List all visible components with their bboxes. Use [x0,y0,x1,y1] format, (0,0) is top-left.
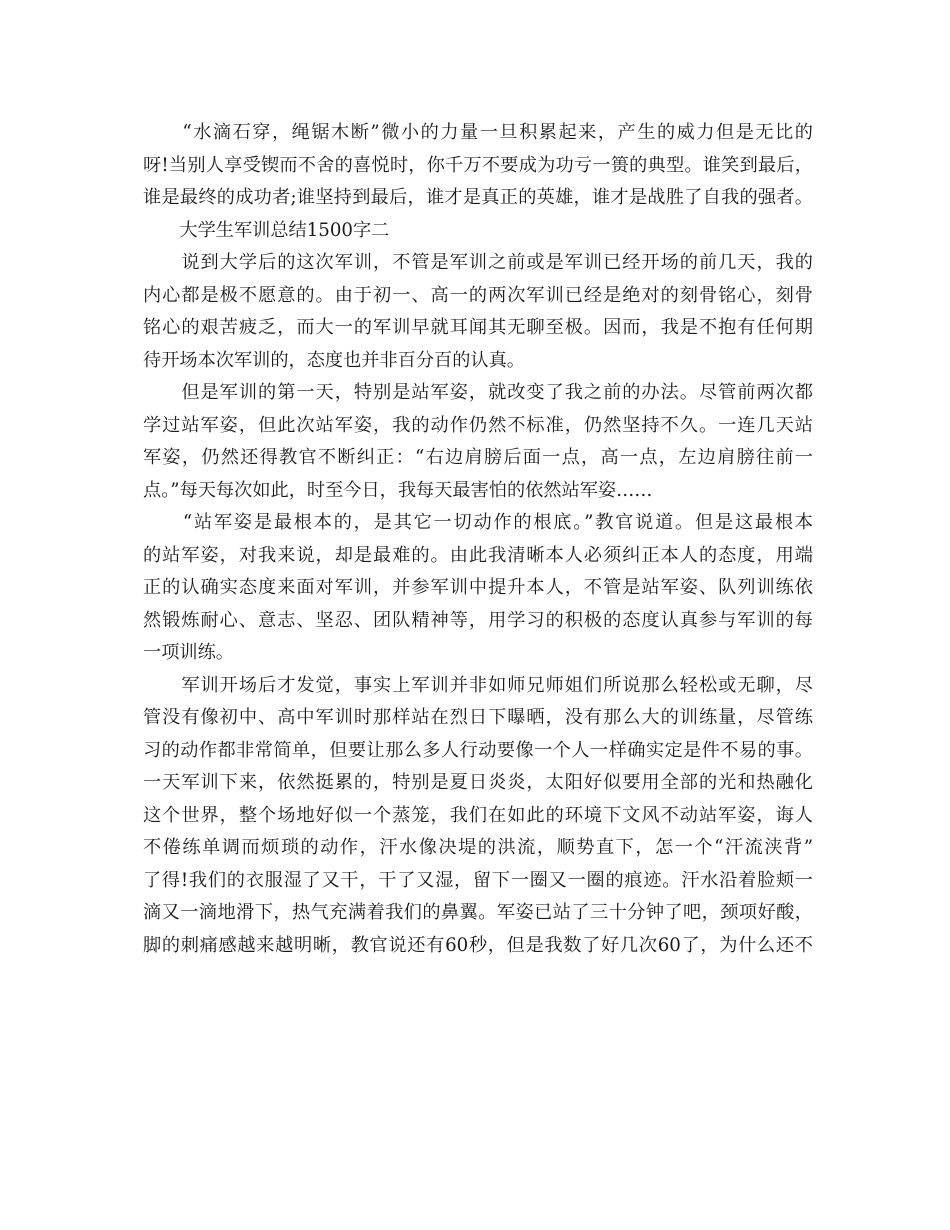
text-line: 铭心的艰苦疲乏，而大一的军训早就耳闻其无聊至极。因而，我是不抱有任何期 [143,317,813,338]
text-line: 内心都是极不愿意的。由于初一、高一的两次军训已经是绝对的刻骨铭心，刻骨 [143,284,813,306]
text-line: 点。”每天每次如此，时至今日，我每天最害怕的依然站军姿…… [143,479,653,501]
text-line: 一天军训下来，依然挺累的，特别是夏日炎炎，太阳好似要用全部的光和热融化 [143,772,813,793]
text-line: 的站军姿，对我来说，却是最难的。由此我清晰本人必须纠正本人的态度，用端 [143,544,813,566]
text-line: 谁是最终的成功者;谁坚持到最后，谁才是真正的英雄，谁才是战胜了自我的强者。 [143,187,813,208]
section-heading [143,215,813,248]
paragraph-water-drop [143,117,813,215]
text-line: 不倦练单调而烦琐的动作，汗水像决堤的洪流，顺势直下，怎一个“汗流浃背” [143,837,813,858]
text-line: 但是军训的第一天，特别是站军姿，就改变了我之前的办法。尽管前两次都 [143,382,813,403]
paragraph-first-day [143,377,813,507]
text-line: “水滴石穿，绳锯木断”微小的力量一旦积累起来，产生的威力但是无比的 [143,122,813,143]
text-line: 脚的刺痛感越来越明晰，教官说还有60秒，但是我数了好几次60了，为什么还不 [143,934,813,956]
text-line: 正的认确实态度来面对军训，并参军训中提升本人，不管是站军姿、队列训练依 [143,577,813,598]
text-line: 习的动作都非常简单，但要让那么多人行动要像一个人一样确实定是件不易的事。 [143,739,813,761]
text-line: “站军姿是最根本的，是其它一切动作的根底。”教官说道。但是这最根本 [143,512,813,533]
text-line: 呀!当别人享受锲而不舍的喜悦时，你千万不要成为功亏一篑的典型。谁笑到最后， [143,154,813,176]
text-line: 说到大学后的这次军训，不管是军训之前或是军训已经开场的前几天，我的 [143,252,813,273]
text-line: 然锻炼耐心、意志、坚忍、团队精神等，用学习的积极的态度认真参与军训的每 [143,609,813,631]
text-line: 一项训练。 [143,642,234,663]
text-line: 管没有像初中、高中军训时那样站在烈日下曝晒，没有那么大的训练量，尽管练 [143,707,813,728]
paragraph-intro [143,247,813,377]
text-line: 学过站军姿，但此次站军姿，我的动作仍然不标准，仍然坚持不久。一连几天站 [143,414,813,436]
text-line: 这个世界，整个场地好似一个蒸笼，我们在如此的环境下文风不动站军姿，诲人 [143,804,813,826]
document-page [143,117,813,962]
text-line: 军姿，仍然还得教官不断纠正：“右边肩膀后面一点，高一点，左边肩膀往前一 [143,447,813,468]
paragraph-standing [143,507,813,670]
text-line: 待开场本次军训的，态度也并非百分百的认真。 [143,349,525,371]
text-line: 滴又一滴地滑下，热气充满着我们的鼻翼。军姿已站了三十分钟了吧，颈项好酸， [143,902,813,923]
paragraph-training [143,670,813,963]
section-title: 大学生军训总结1500字二 [143,219,390,241]
text-line: 军训开场后才发觉，事实上军训并非如师兄师姐们所说那么轻松或无聊，尽 [143,674,813,696]
text-line: 了得!我们的衣服湿了又干，干了又湿，留下一圈又一圈的痕迹。汗水沿着脸颊一 [143,869,813,891]
